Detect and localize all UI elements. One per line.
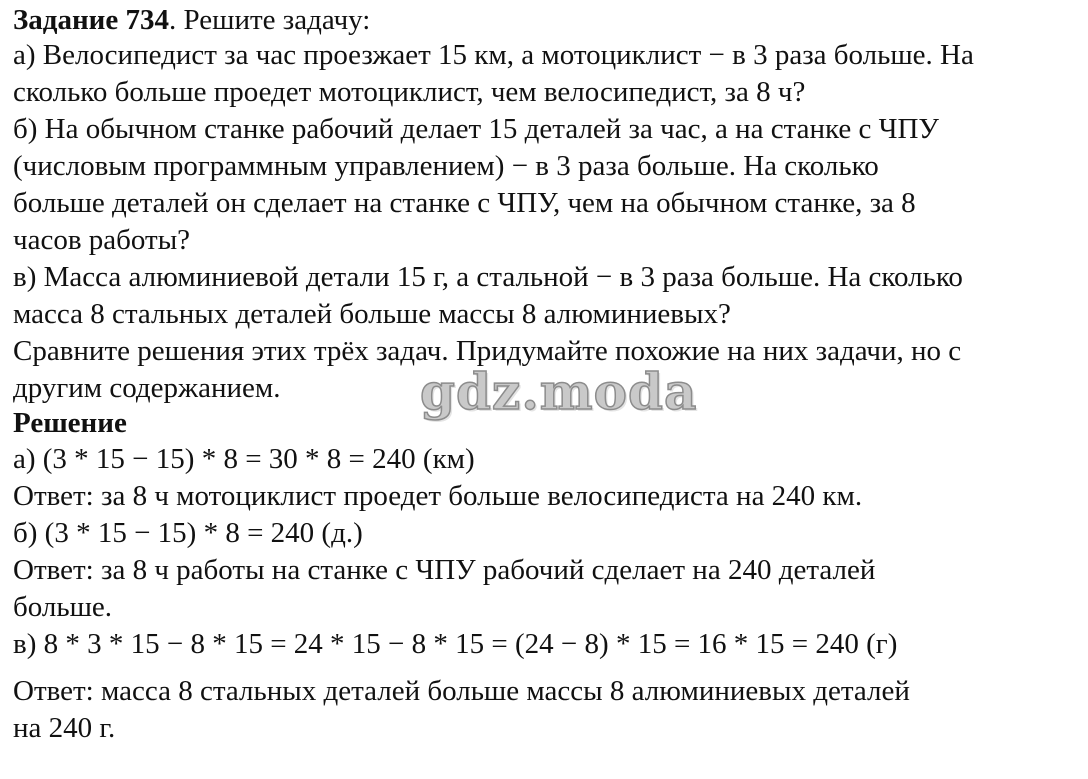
solution-heading: Решение xyxy=(13,407,127,439)
task-line: сколько больше проедет мотоциклист, чем велосипедист, за 8 ч? xyxy=(13,76,806,108)
solution-line: на 240 г. xyxy=(13,712,116,744)
task-line: (числовым программным управлением) − в 3 раза больше. На сколько xyxy=(13,150,879,182)
watermark-logo: gdz.moda xyxy=(420,362,698,421)
task-line: в) Масса алюминиевой детали 15 г, а стальной − в 3 раза больше. На сколько xyxy=(13,261,963,293)
solution-line: б) (3 * 15 − 15) * 8 = 240 (д.) xyxy=(13,517,363,549)
solution-line: больше. xyxy=(13,591,113,623)
task-line: другим содержанием. xyxy=(13,372,281,404)
task-instruction: . Решите задачу: xyxy=(169,4,371,36)
solution-line: а) (3 * 15 − 15) * 8 = 30 * 8 = 240 (км) xyxy=(13,443,475,475)
task-line: б) На обычном станке рабочий делает 15 деталей за час, а на станке с ЧПУ xyxy=(13,113,939,145)
solution-line: Ответ: масса 8 стальных деталей больше массы 8 алюминиевых деталей xyxy=(13,675,910,707)
task-line: а) Велосипедист за час проезжает 15 км, а мотоциклист − в 3 раза больше. На xyxy=(13,39,974,71)
task-line: больше деталей он сделает на станке с ЧПУ, чем на обычном станке, за 8 xyxy=(13,187,916,219)
task-title xyxy=(13,2,370,39)
solution-line: в) 8 * 3 * 15 − 8 * 15 = 24 * 15 − 8 * 15 = (24 − 8) * 15 = 16 * 15 = 240 (г) xyxy=(13,628,898,660)
solution-line: Ответ: за 8 ч мотоциклист проедет больше велосипедиста на 240 км. xyxy=(13,480,863,512)
task-line: масса 8 стальных деталей больше массы 8 алюминиевых? xyxy=(13,298,731,330)
task-line: часов работы? xyxy=(13,224,191,256)
task-number: Задание 734 xyxy=(13,4,170,36)
solution-line: Ответ: за 8 ч работы на станке с ЧПУ рабочий сделает на 240 деталей xyxy=(13,554,876,586)
task-line: Сравните решения этих трёх задач. Придумайте похожие на них задачи, но с xyxy=(13,335,962,367)
